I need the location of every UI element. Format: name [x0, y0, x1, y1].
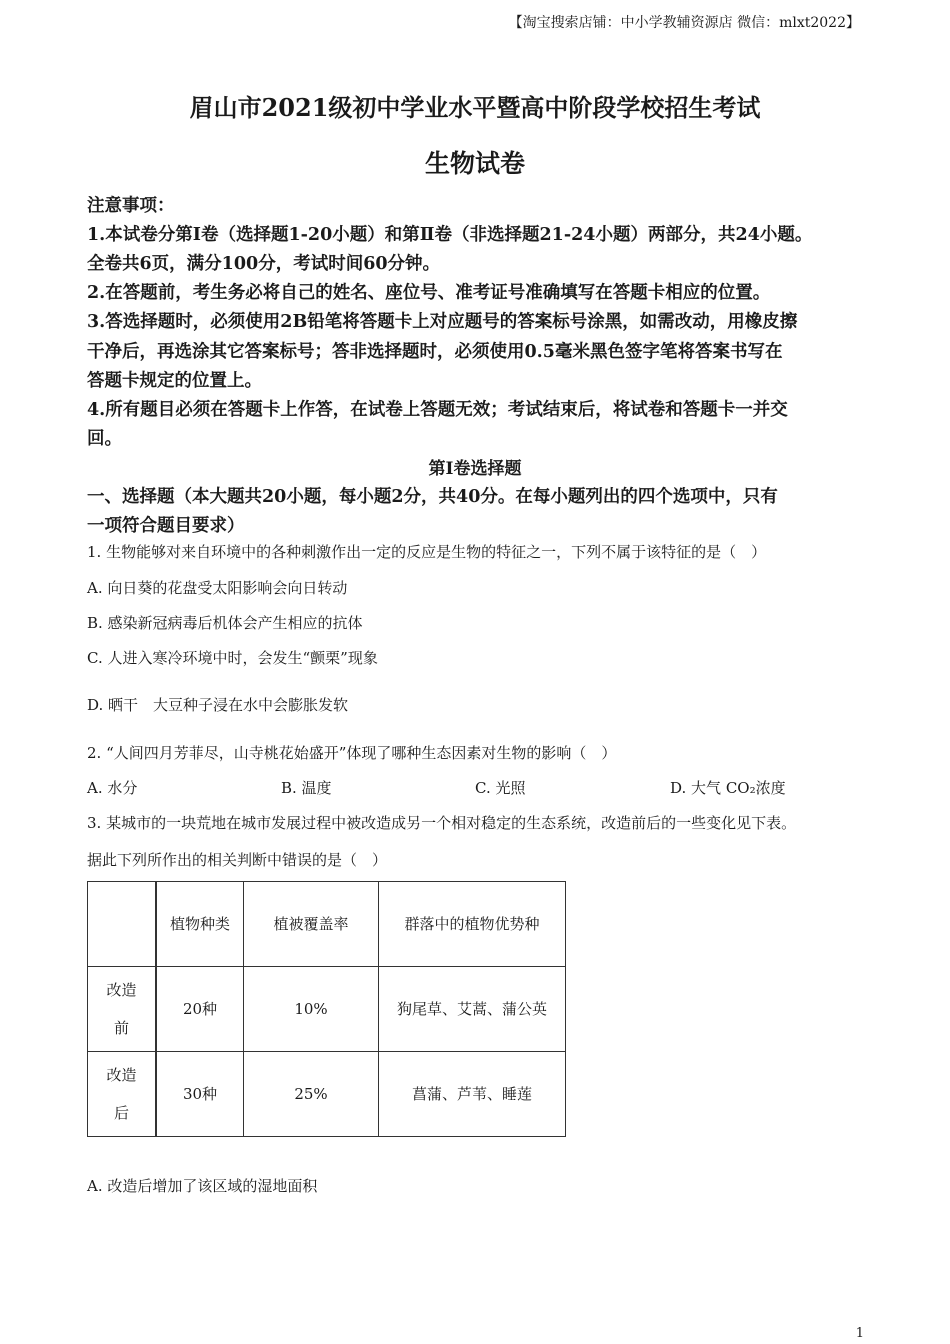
table-cell: 30种 [156, 1052, 244, 1137]
notes-heading: 注意事项： [87, 196, 175, 216]
table-row [88, 967, 566, 1052]
table-header-cell: 植被覆盖率 [244, 882, 379, 967]
exam-title: 眉山市2021级初中学业水平暨高中阶段学校招生考试 [189, 93, 761, 122]
exam-subtitle: 生物试卷 [424, 149, 525, 178]
notes-line: 4.所有题目必须在答题卡上作答，在试卷上答题无效；考试结束后，将试卷和答题卡一并交 [87, 400, 788, 420]
table-cell: 菖蒲、芦苇、睡莲 [379, 1052, 566, 1137]
table-cell: 25% [244, 1052, 379, 1137]
data-table [87, 881, 566, 1137]
part-instruction: 一项符合题目要求） [87, 516, 245, 536]
question-1-option-c: C. 人进入寒冷环境中时，会发生“颤栗”现象 [87, 649, 378, 667]
option-d-label: D. 大气 [670, 779, 722, 797]
section-title: 第Ⅰ卷选择题 [428, 459, 522, 479]
table-cell: 10% [244, 967, 379, 1052]
question-2-option-a: A. 水分 [87, 779, 138, 797]
question-1-option-a: A. 向日葵的花盘受太阳影响会向日转动 [87, 579, 348, 597]
notes-line: 干净后，再选涂其它答案标号；答非选择题时，必须使用0.5毫米黑色签字笔将答案书写在 [87, 342, 783, 362]
notes-line: 1.本试卷分第Ⅰ卷（选择题1-20小题）和第Ⅱ卷（非选择题21-24小题）两部分，共24小题。 [87, 225, 813, 245]
question-2-option-c: C. 光照 [475, 779, 526, 797]
option-d-formula: CO₂ [725, 779, 756, 797]
part-instruction: 一、选择题（本大题共20小题，每小题2分，共40分。在每小题列出的四个选项中，只有 [87, 487, 778, 507]
question-2-stem: 2. “人间四月芳菲尽，山寺桃花始盛开”体现了哪种生态因素对生物的影响（ ） [87, 744, 617, 762]
question-3-stem: 据此下列所作出的相关判断中错误的是（ ） [87, 851, 388, 869]
table-row [88, 1052, 566, 1137]
notes-line: 3.答选择题时，必须使用2B铅笔将答题卡上对应题号的答案标号涂黑，如需改动，用橡皮擦 [87, 312, 798, 332]
notes-line: 2.在答题前，考生务必将自己的姓名、座位号、准考证号准确填写在答题卡相应的位置。 [87, 283, 771, 303]
notes-line: 答题卡规定的位置上。 [87, 371, 262, 391]
table-cell: 改造后 [88, 1052, 157, 1137]
table-cell: 狗尾草、艾蒿、蒲公英 [379, 967, 566, 1052]
question-3-stem: 3. 某城市的一块荒地在城市发展过程中被改造成另一个相对稳定的生态系统，改造前后的一些变化见下表。 [87, 814, 797, 832]
option-d-tail: 浓度 [755, 779, 786, 797]
notes-line: 全卷共6页，满分100分，考试时间60分钟。 [87, 254, 441, 274]
table-header-cell: 植物种类 [156, 882, 244, 967]
page-number: 1 [855, 1326, 864, 1341]
question-2-option-b: B. 温度 [281, 779, 332, 797]
question-1-stem: 1. 生物能够对来自环境中的各种刺激作出一定的反应是生物的特征之一，下列不属于该特征的是（ ） [87, 543, 767, 561]
table-header-cell: 群落中的植物优势种 [379, 882, 566, 967]
question-1-option-d: D. 晒干 大豆种子浸在水中会膨胀发软 [87, 696, 349, 714]
table-cell: 改造前 [88, 967, 157, 1052]
question-1-option-b: B. 感染新冠病毒后机体会产生相应的抗体 [87, 614, 363, 632]
table-corner-cell [88, 882, 157, 967]
question-2-option-d [670, 777, 786, 798]
table-header-row [88, 882, 566, 967]
header-note: 【淘宝搜索店铺：中小学教辅资源店 微信：mlxt2022】 [508, 15, 860, 31]
notes-line: 回。 [87, 429, 122, 449]
question-3-option-a: A. 改造后增加了该区域的湿地面积 [87, 1177, 318, 1195]
table-cell: 20种 [156, 967, 244, 1052]
